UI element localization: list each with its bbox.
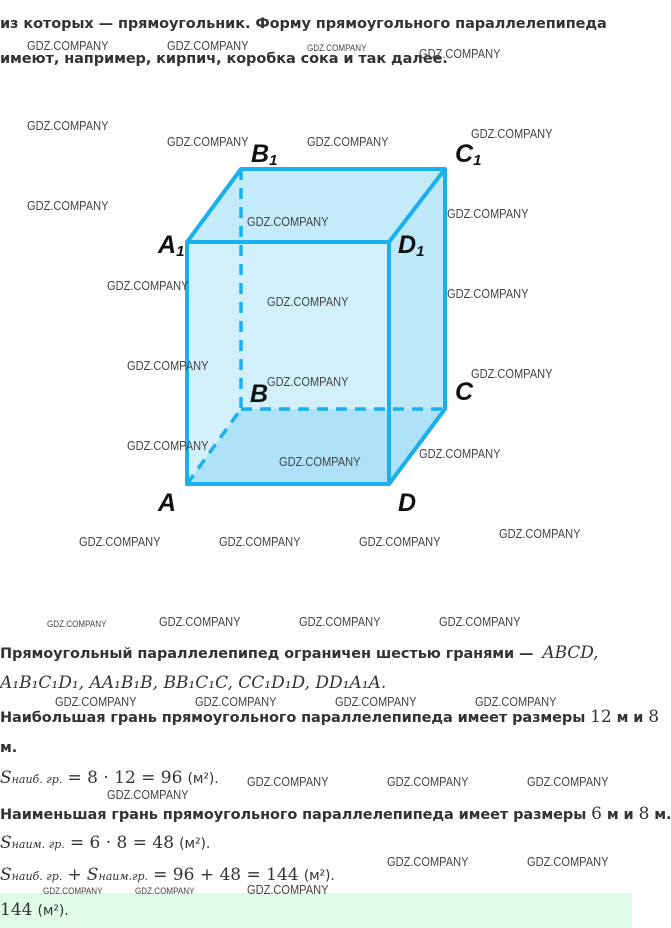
- largest-face-dim-1: 12: [590, 707, 612, 727]
- watermark: GDZ.COMPANY: [27, 198, 109, 213]
- watermark: GDZ.COMPANY: [27, 38, 109, 53]
- watermark: GDZ.COMPANY: [127, 358, 209, 373]
- formula-3-unit: (м²).: [303, 868, 335, 884]
- formula-s-symbol: S: [0, 833, 12, 853]
- largest-face-dim-2: 8: [648, 707, 659, 727]
- watermark: GDZ.COMPANY: [447, 286, 529, 301]
- solution-p1-text: Прямоугольный параллелепипед ограничен шестью гранями —: [0, 646, 534, 662]
- watermark: GDZ.COMPANY: [267, 294, 349, 309]
- watermark: GDZ.COMPANY: [387, 854, 469, 869]
- label-a: A: [158, 489, 177, 517]
- answer-unit: (м²).: [37, 903, 69, 919]
- smallest-face-dim-1: 6: [591, 804, 602, 824]
- formula-1-rhs: = 8 · 12 = 96: [67, 768, 183, 788]
- solution-line-3: [0, 707, 659, 727]
- formula-2-unit: (м²).: [179, 836, 211, 852]
- watermark: GDZ.COMPANY: [307, 43, 367, 54]
- formula-3-subscript-2: наим.гр.: [98, 870, 149, 883]
- watermark: GDZ.COMPANY: [79, 534, 161, 549]
- formula-1-subscript: наиб. гр.: [11, 773, 63, 786]
- watermark: GDZ.COMPANY: [387, 774, 469, 789]
- formula-smallest-area: [0, 833, 210, 853]
- watermark: GDZ.COMPANY: [447, 206, 529, 221]
- formula-largest-area: [0, 768, 219, 788]
- label-b: B: [250, 380, 269, 408]
- watermark: GDZ.COMPANY: [247, 214, 329, 229]
- watermark: GDZ.COMPANY: [195, 694, 277, 709]
- watermark: GDZ.COMPANY: [419, 446, 501, 461]
- watermark: GDZ.COMPANY: [335, 694, 417, 709]
- watermark: GDZ.COMPANY: [359, 534, 441, 549]
- intro-line-1: из которых — прямоугольник. Форму прямоугольного параллелепипеда: [0, 16, 607, 32]
- watermark: GDZ.COMPANY: [107, 278, 189, 293]
- watermark: GDZ.COMPANY: [307, 134, 389, 149]
- watermark: GDZ.COMPANY: [527, 774, 609, 789]
- watermark: GDZ.COMPANY: [499, 526, 581, 541]
- label-a1: A1: [158, 231, 185, 260]
- watermark: GDZ.COMPANY: [167, 134, 249, 149]
- watermark: GDZ.COMPANY: [135, 886, 195, 897]
- answer: [0, 900, 69, 920]
- watermark: GDZ.COMPANY: [247, 882, 329, 897]
- smallest-face-unit-2: м.: [654, 807, 671, 823]
- watermark: GDZ.COMPANY: [167, 38, 249, 53]
- label-c: C: [455, 378, 474, 406]
- solution-line-1: [0, 643, 598, 663]
- watermark: GDZ.COMPANY: [299, 614, 381, 629]
- smallest-face-text: Наименьшая грань прямоугольного параллелепипеда имеет размеры: [0, 807, 587, 823]
- watermark: GDZ.COMPANY: [419, 46, 501, 61]
- watermark: GDZ.COMPANY: [439, 614, 521, 629]
- formula-2-rhs: = 6 · 8 = 48: [69, 833, 175, 853]
- formula-s-symbol: S: [86, 865, 99, 885]
- watermark: GDZ.COMPANY: [247, 774, 329, 789]
- watermark: GDZ.COMPANY: [219, 534, 301, 549]
- watermark: GDZ.COMPANY: [159, 614, 241, 629]
- watermark: GDZ.COMPANY: [527, 854, 609, 869]
- formula-1-unit: (м²).: [187, 771, 219, 787]
- watermark: GDZ.COMPANY: [267, 374, 349, 389]
- solution-faces-list: A₁B₁C₁D₁, AA₁B₁B, BB₁C₁C, CC₁D₁D, DD₁A₁A.: [0, 673, 387, 693]
- formula-s-symbol: S: [0, 865, 12, 885]
- smallest-face-unit-1: м и: [606, 807, 634, 823]
- watermark: GDZ.COMPANY: [279, 454, 361, 469]
- formula-s-symbol: S: [0, 768, 12, 788]
- label-d: D: [398, 489, 417, 517]
- watermark: GDZ.COMPANY: [27, 118, 109, 133]
- solution-p1-math: ABCD,: [542, 643, 599, 663]
- answer-box: [0, 893, 632, 928]
- watermark: GDZ.COMPANY: [47, 619, 107, 630]
- watermark: GDZ.COMPANY: [471, 366, 553, 381]
- formula-2-subscript: наим. гр.: [11, 838, 65, 851]
- label-d1: D1: [398, 231, 425, 260]
- formula-3-subscript-1: наиб. гр.: [11, 870, 63, 883]
- smallest-face-dim-2: 8: [638, 804, 650, 824]
- largest-face-unit-2: м.: [0, 740, 18, 756]
- watermark: GDZ.COMPANY: [127, 438, 209, 453]
- watermark: GDZ.COMPANY: [471, 126, 553, 141]
- watermark: GDZ.COMPANY: [107, 787, 189, 802]
- formula-3-plus: +: [67, 865, 82, 885]
- largest-face-unit-1: м и: [616, 710, 644, 726]
- intro-line-2: имеют, например, кирпич, коробка сока и так далее.: [0, 51, 448, 67]
- watermark: GDZ.COMPANY: [55, 694, 137, 709]
- watermark: GDZ.COMPANY: [475, 694, 557, 709]
- formula-3-rhs: = 96 + 48 = 144: [153, 865, 299, 885]
- largest-face-text: Наибольшая грань прямоугольного параллелепипеда имеет размеры: [0, 710, 586, 726]
- watermark: GDZ.COMPANY: [43, 886, 103, 897]
- answer-value: 144: [0, 900, 33, 920]
- label-c1: C1: [455, 140, 482, 169]
- solution-line-4: [0, 804, 671, 824]
- label-b1: B1: [251, 140, 278, 169]
